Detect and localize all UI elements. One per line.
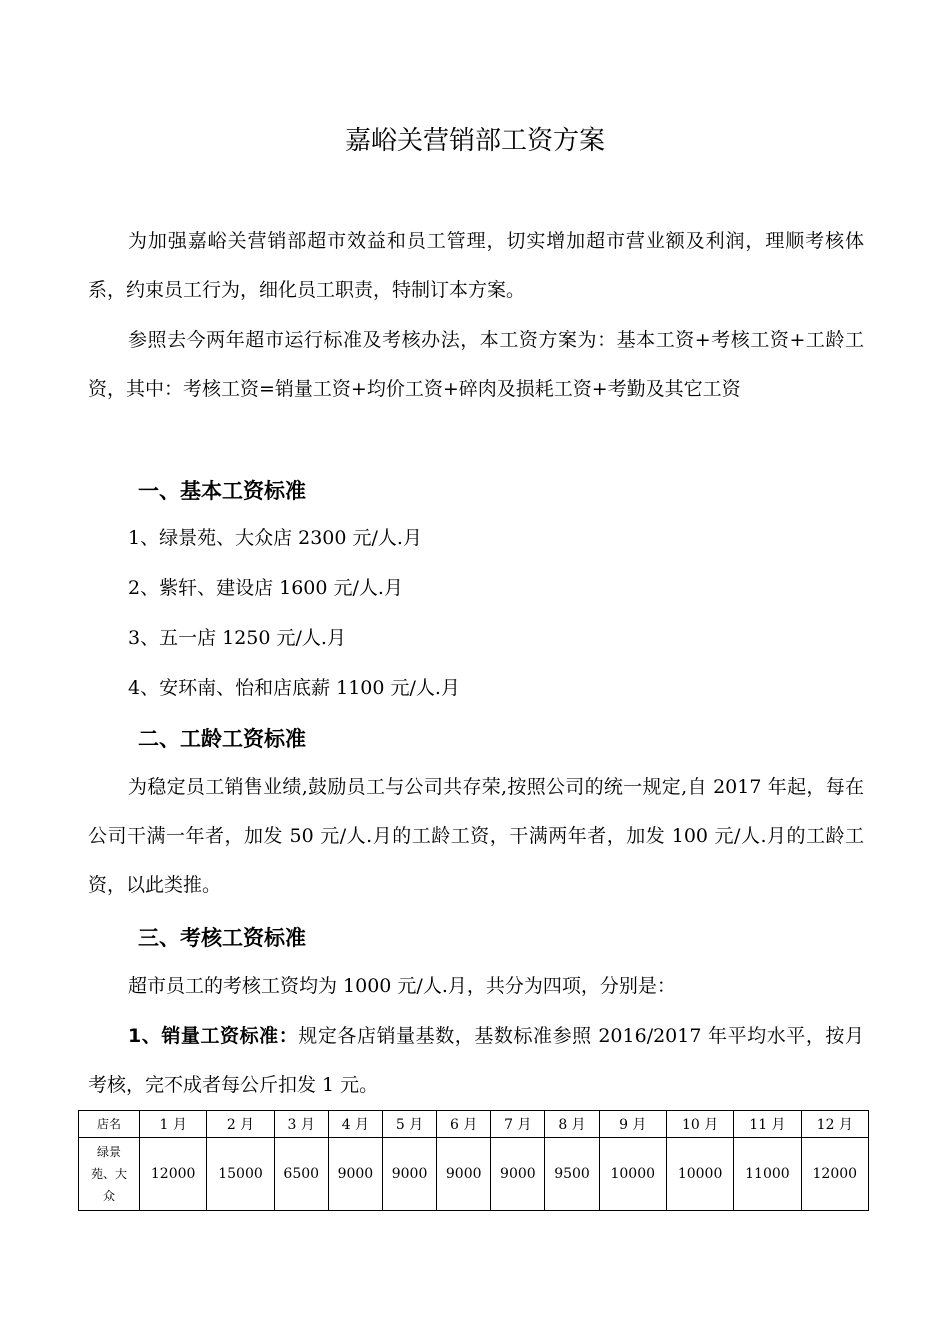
intro-paragraph-1: 为加强嘉峪关营销部超市效益和员工管理，切实增加超市营业额及利润，理顺考核体系，约束员工行为，细化员工职责，特制订本方案。 <box>88 230 864 301</box>
sales-salary-lead: 1、销量工资标准： <box>128 1025 299 1047</box>
section-heading-basic-salary: 一、基本工资标准 <box>138 479 306 503</box>
basic-salary-item: 1、绿景苑、大众店 2300 元/人.月 <box>128 527 422 549</box>
table-cell: 6500 <box>274 1138 328 1211</box>
table-header-cell: 10 月 <box>666 1111 733 1138</box>
table-header-cell: 11 月 <box>734 1111 801 1138</box>
table-header-cell: 12 月 <box>801 1111 868 1138</box>
table-header-cell: 6 月 <box>437 1111 491 1138</box>
table-header-cell: 9 月 <box>599 1111 666 1138</box>
table-header-cell: 3 月 <box>274 1111 328 1138</box>
assessment-salary-paragraph: 超市员工的考核工资均为 1000 元/人.月，共分为四项，分别是： <box>128 975 676 997</box>
table-cell: 11000 <box>734 1138 801 1211</box>
seniority-salary-paragraph: 为稳定员工销售业绩,鼓励员工与公司共存荣,按照公司的统一规定,自 2017 年起，每在公司干满一年者，加发 50 元/人.月的工龄工资，干满两年者，加发 100 元/人.月的工龄工资，以此类推。 <box>88 776 864 896</box>
table-row <box>79 1138 869 1211</box>
table-cell: 12000 <box>801 1138 868 1211</box>
table-header-cell: 2 月 <box>207 1111 274 1138</box>
basic-salary-item: 4、安环南、怡和店底薪 1100 元/人.月 <box>128 677 460 699</box>
intro-paragraph-2: 参照去今两年超市运行标准及考核办法，本工资方案为：基本工资+考核工资+工龄工资，其中：考核工资=销量工资+均价工资+碎肉及损耗工资+考勤及其它工资 <box>88 329 864 400</box>
table-header-cell: 店名 <box>79 1111 140 1138</box>
document-title: 嘉峪关营销部工资方案 <box>344 126 605 156</box>
section-heading-assessment-salary: 三、考核工资标准 <box>138 926 306 950</box>
table-header-cell: 4 月 <box>328 1111 382 1138</box>
table-cell: 9000 <box>491 1138 545 1211</box>
table-cell: 15000 <box>207 1138 274 1211</box>
sales-salary-body: 规定各店销量基数，基数标准参照 2016/2017 年平均水平，按月考核，完不成者每公斤扣发 1 元。 <box>88 1025 864 1096</box>
table-header-cell: 7 月 <box>491 1111 545 1138</box>
table-cell: 10000 <box>666 1138 733 1211</box>
table-cell: 9000 <box>437 1138 491 1211</box>
store-name: 绿景苑、大众 <box>90 1145 127 1203</box>
sales-salary-paragraph <box>88 1012 864 1110</box>
table-header-row <box>79 1111 869 1138</box>
table-cell: 10000 <box>599 1138 666 1211</box>
monthly-sales-table <box>78 1110 869 1211</box>
table-header-cell: 1 月 <box>140 1111 207 1138</box>
table-cell: 9500 <box>545 1138 599 1211</box>
table-cell: 9000 <box>382 1138 436 1211</box>
table-header-cell: 5 月 <box>382 1111 436 1138</box>
section-heading-seniority-salary: 二、工龄工资标准 <box>138 727 306 751</box>
store-name-cell <box>79 1138 140 1211</box>
table-cell: 9000 <box>328 1138 382 1211</box>
table-cell: 12000 <box>140 1138 207 1211</box>
basic-salary-item: 2、紫轩、建设店 1600 元/人.月 <box>128 577 403 599</box>
basic-salary-item: 3、五一店 1250 元/人.月 <box>128 627 346 649</box>
table-header-cell: 8 月 <box>545 1111 599 1138</box>
